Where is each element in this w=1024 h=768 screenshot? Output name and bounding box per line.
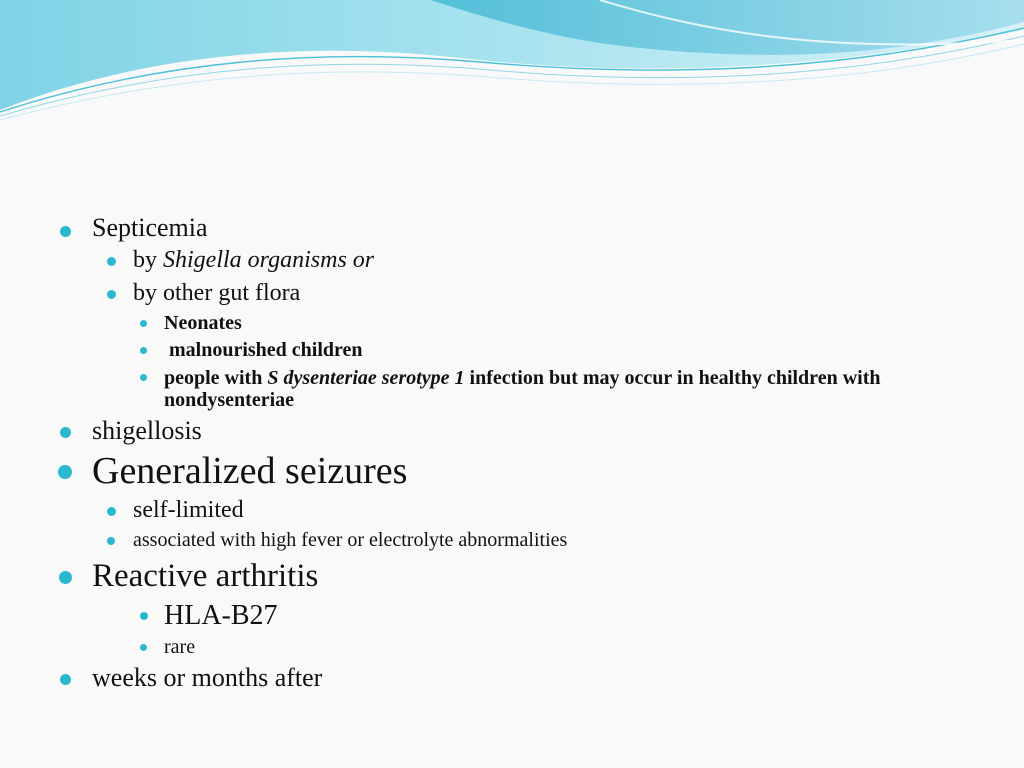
- bullet-item: [58, 530, 998, 550]
- bullet-item: [58, 418, 998, 444]
- item-text: malnourished children: [169, 339, 363, 361]
- bullet-item: [58, 215, 998, 241]
- bullet-item: [58, 637, 998, 657]
- bullet-item: [58, 560, 998, 593]
- item-text: by other gut flora: [133, 280, 301, 306]
- bullet-item: [58, 340, 998, 360]
- item-text: self-limited: [133, 497, 244, 523]
- bullet-item: [58, 313, 998, 333]
- bullet-item: [58, 452, 998, 490]
- bullet-icon: [58, 465, 72, 479]
- item-text: by Shigella organisms or: [133, 247, 375, 273]
- bullet-icon: [140, 374, 147, 381]
- bullet-item: [58, 248, 998, 272]
- item-text: HLA-B27: [164, 600, 278, 631]
- bullet-item: [58, 281, 998, 305]
- bullet-icon: [140, 612, 148, 620]
- item-text: Generalized seizures: [92, 450, 408, 492]
- header-wave-decoration: [0, 0, 1024, 130]
- item-text: weeks or months after: [92, 663, 323, 692]
- item-text: rare: [164, 636, 196, 658]
- item-text: Neonates: [164, 312, 242, 334]
- item-text: Reactive arthritis: [92, 558, 319, 594]
- item-text: Septicemia: [92, 213, 208, 242]
- item-text: people with S dysenteriae serotype 1 infection but may occur in healthy children with nondysenteriae: [164, 367, 881, 411]
- bullet-item: [58, 367, 998, 411]
- bullet-icon: [140, 644, 147, 651]
- bullet-item: [58, 602, 998, 630]
- bullet-icon: [140, 347, 147, 354]
- bullet-icon: [59, 571, 72, 584]
- bullet-item: [58, 498, 998, 522]
- bullet-icon: [107, 507, 116, 516]
- bullet-icon: [140, 320, 147, 327]
- bullet-icon: [107, 257, 116, 266]
- bullet-icon: [107, 537, 115, 545]
- bullet-icon: [60, 427, 71, 438]
- item-text: associated with high fever or electrolyte abnormalities: [133, 529, 568, 551]
- bullet-icon: [60, 226, 71, 237]
- slide-body: [58, 215, 998, 691]
- bullet-icon: [60, 674, 71, 685]
- item-text: shigellosis: [92, 416, 202, 445]
- bullet-icon: [107, 290, 116, 299]
- bullet-item: [58, 665, 998, 691]
